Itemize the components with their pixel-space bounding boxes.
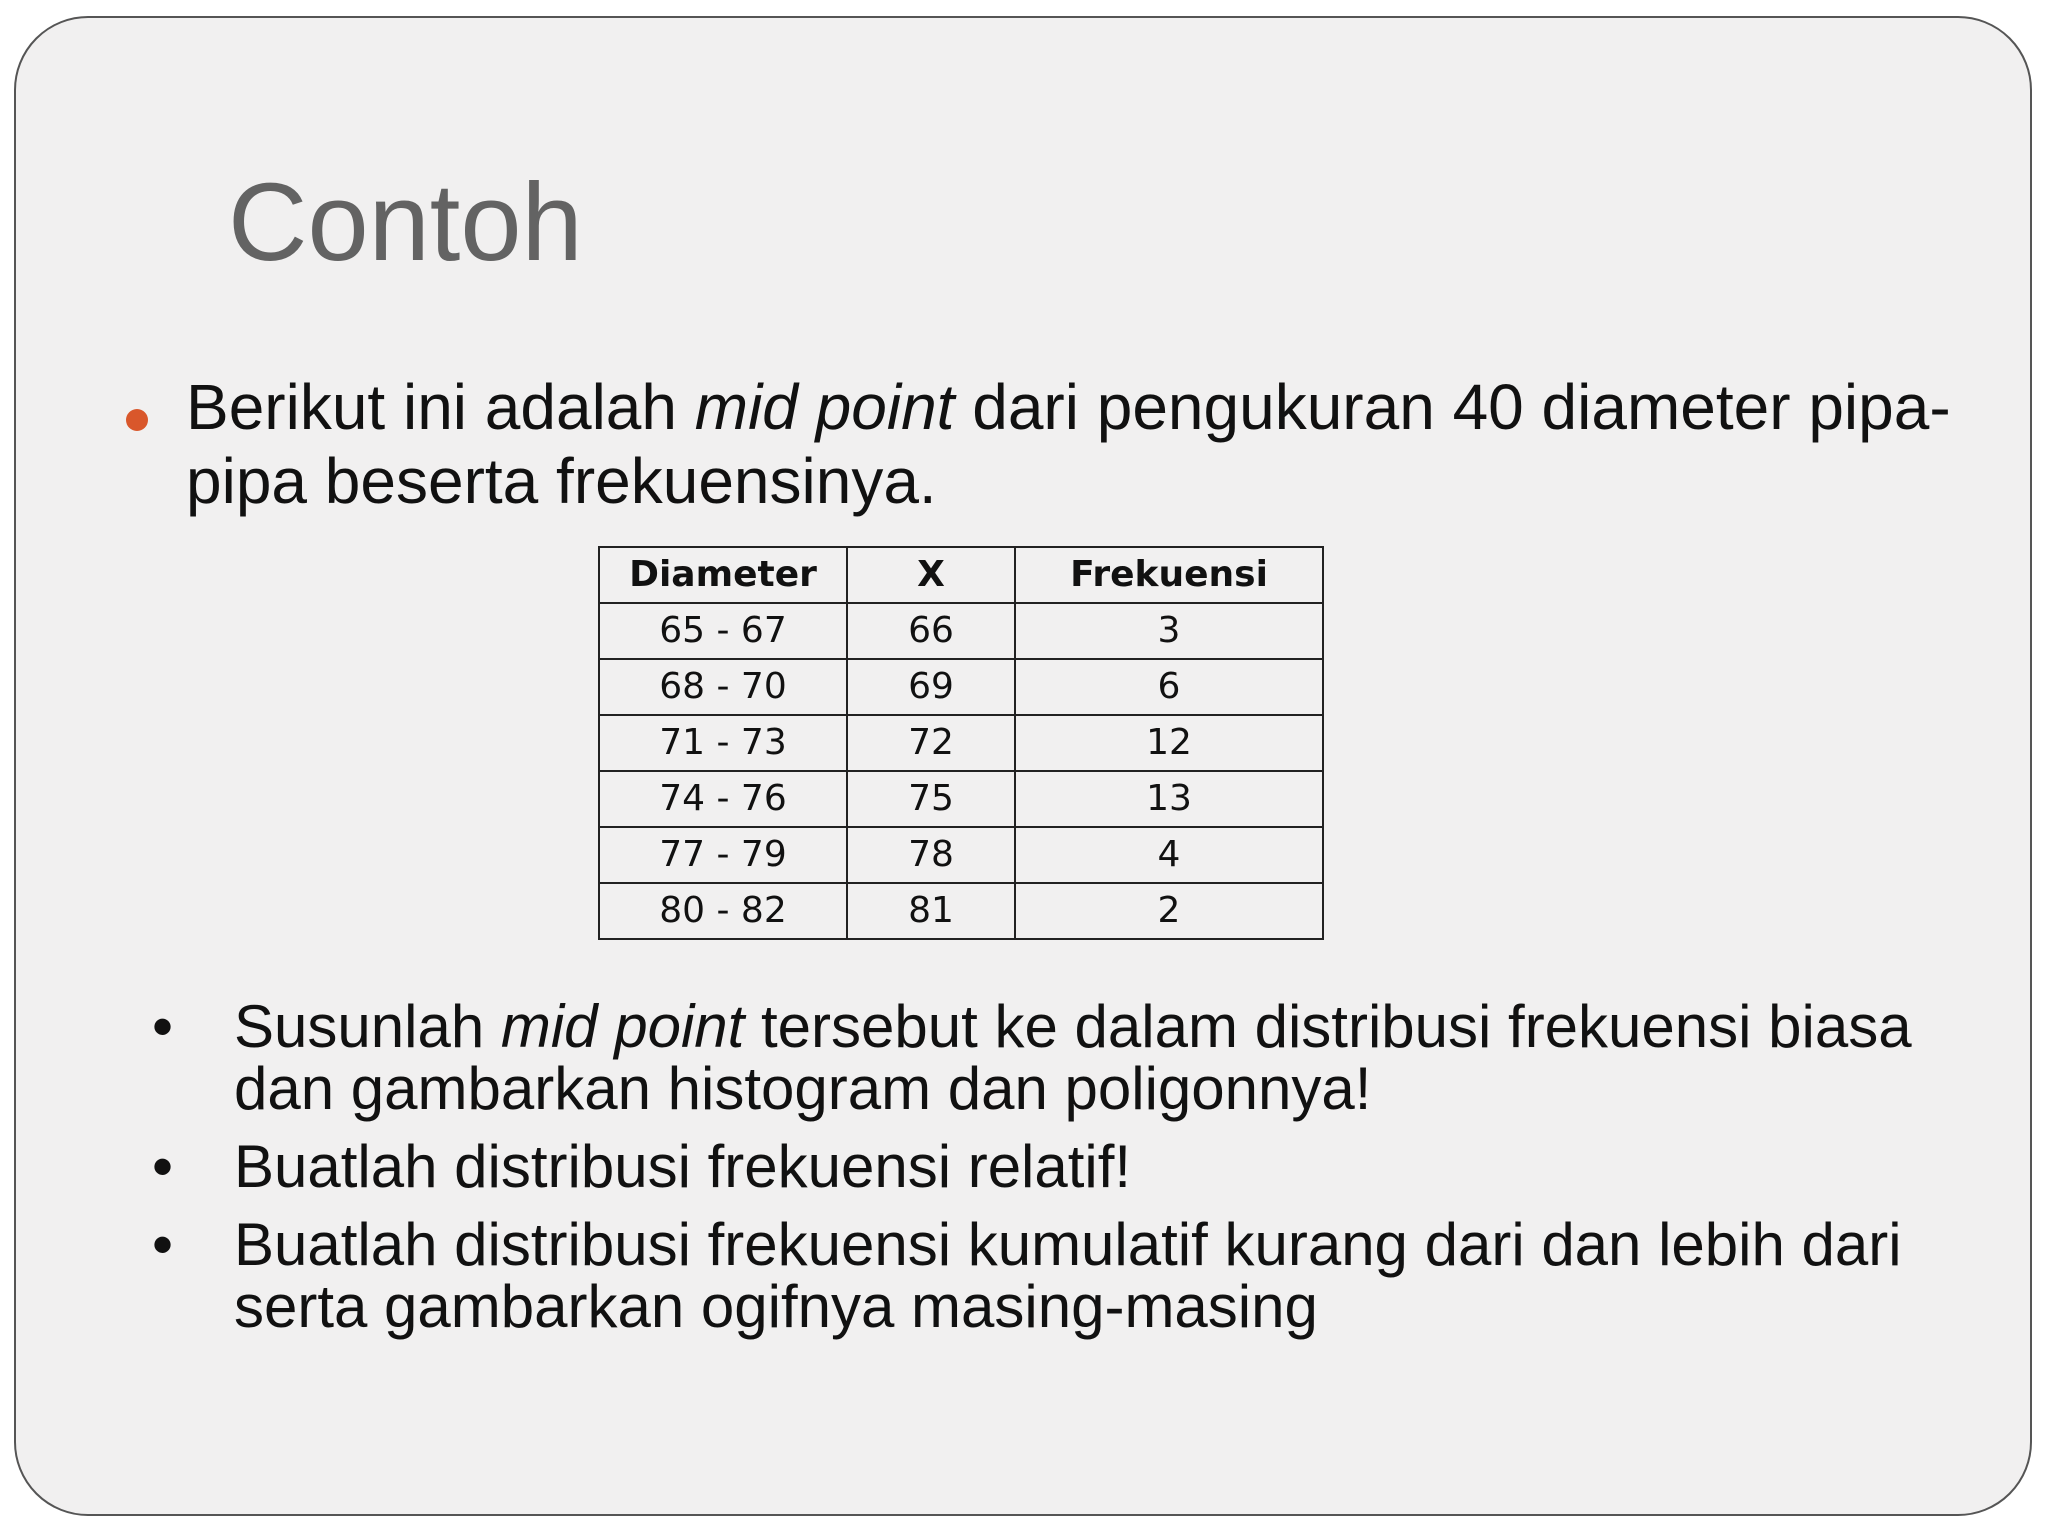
header-diameter: Diameter (599, 547, 847, 603)
task-text: Buatlah distribusi frekuensi relatif! (234, 1133, 1132, 1200)
cell-x: 66 (847, 603, 1015, 659)
bullet-icon: • (152, 1133, 174, 1200)
table-row (599, 659, 1323, 715)
intro-text-emphasis: mid point (694, 371, 955, 443)
task-list (116, 993, 1976, 1354)
cell-x: 78 (847, 827, 1015, 883)
cell-diameter: 77 - 79 (599, 827, 847, 883)
intro-text-after: dari pengukuran 40 diameter pipa-pipa beserta frekuensinya. (186, 371, 1951, 517)
cell-x: 75 (847, 771, 1015, 827)
bullet-icon: • (152, 993, 174, 1060)
cell-frekuensi: 4 (1015, 827, 1323, 883)
task-text-before: Susunlah (234, 993, 501, 1060)
cell-diameter: 65 - 67 (599, 603, 847, 659)
bullet-icon: • (152, 1211, 174, 1278)
task-text-emphasis: mid point (500, 993, 745, 1060)
table-header-row (599, 547, 1323, 603)
intro-paragraph (186, 370, 1986, 518)
table-row (599, 827, 1323, 883)
cell-frekuensi: 3 (1015, 603, 1323, 659)
intro-text-before: Berikut ini adalah (186, 371, 695, 443)
table-row (599, 603, 1323, 659)
cell-x: 69 (847, 659, 1015, 715)
cell-frekuensi: 6 (1015, 659, 1323, 715)
table-row (599, 883, 1323, 939)
task-item (116, 993, 1976, 1122)
cell-frekuensi: 12 (1015, 715, 1323, 771)
cell-frekuensi: 2 (1015, 883, 1323, 939)
cell-diameter: 71 - 73 (599, 715, 847, 771)
table-row (599, 771, 1323, 827)
task-item (116, 1211, 1976, 1340)
slide-title: Contoh (228, 161, 583, 284)
frequency-table (598, 546, 1324, 940)
slide (14, 16, 2032, 1516)
bullet-dot-icon (126, 409, 148, 431)
task-text: Buatlah distribusi frekuensi kumulatif kurang dari dan lebih dari serta gambarkan ogifnya masing-masing (234, 1211, 1902, 1340)
table-row (599, 715, 1323, 771)
cell-frekuensi: 13 (1015, 771, 1323, 827)
header-x: X (847, 547, 1015, 603)
header-frekuensi: Frekuensi (1015, 547, 1323, 603)
cell-x: 81 (847, 883, 1015, 939)
cell-diameter: 74 - 76 (599, 771, 847, 827)
task-text-after: tersebut ke dalam distribusi frekuensi biasa dan gambarkan histogram dan poligonnya! (234, 993, 1912, 1122)
cell-diameter: 80 - 82 (599, 883, 847, 939)
task-item (116, 1133, 1976, 1200)
cell-x: 72 (847, 715, 1015, 771)
cell-diameter: 68 - 70 (599, 659, 847, 715)
